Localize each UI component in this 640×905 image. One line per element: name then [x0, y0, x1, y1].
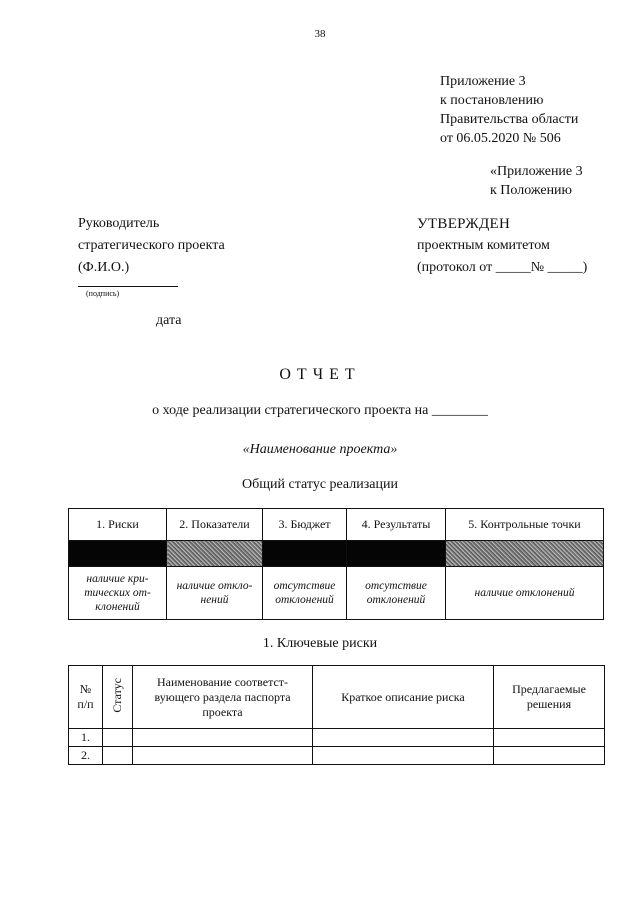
status-desc-line: наличие отклонений: [474, 587, 575, 599]
header-line: №: [79, 682, 92, 696]
appendix-sub-line: к Положению: [490, 183, 573, 198]
status-desc-line: наличие откло-: [176, 580, 253, 592]
appendix-sub-header: [490, 162, 583, 200]
page-number: 38: [314, 28, 326, 40]
appendix-sub-line: «Приложение 3: [490, 164, 583, 179]
status-col-header: 4. Результаты: [347, 509, 446, 541]
risks-solutions-header: [494, 666, 605, 729]
status-desc-line: отсутствие: [273, 580, 336, 592]
status-desc-line: клонений: [95, 601, 140, 613]
status-desc-line: отклонений: [366, 594, 426, 606]
risks-description-header: Краткое описание риска: [313, 666, 494, 729]
row-cell: [494, 729, 605, 747]
project-name: «Наименование проекта»: [242, 442, 398, 457]
approval-line: (протокол от _____№ _____): [417, 260, 588, 275]
status-header-row: [69, 509, 604, 541]
status-table-title: Общий статус реализации: [242, 477, 398, 492]
leader-line: (Ф.И.О.): [78, 260, 130, 275]
appendix-header-line: Приложение 3: [440, 74, 526, 89]
status-col-header: 1. Риски: [69, 509, 167, 541]
status-header-text: Статус: [110, 677, 124, 713]
header-line: решения: [526, 697, 572, 711]
appendix-header-line: к постановлению: [440, 93, 544, 108]
status-desc-line: нений: [200, 594, 229, 606]
signature-line: [78, 286, 178, 287]
row-cell: [494, 747, 605, 765]
status-desc-line: тических от-: [84, 587, 151, 599]
status-color-cell: [446, 541, 604, 567]
status-col-header: 3. Бюджет: [263, 509, 347, 541]
row-cell: [313, 729, 494, 747]
row-number: 1.: [69, 729, 103, 747]
header-line: вующего раздела паспорта: [154, 689, 291, 704]
row-cell: [103, 729, 133, 747]
table-row: [69, 729, 605, 747]
status-desc-cell: [69, 567, 167, 620]
status-desc-cell: [263, 567, 347, 620]
row-cell: [133, 729, 313, 747]
status-desc-line: отсутствие: [365, 580, 427, 592]
risks-status-header: [103, 666, 133, 729]
appendix-header-line: Правительства области: [440, 112, 579, 127]
header-line: п/п: [77, 697, 94, 711]
risks-header-row: [69, 666, 605, 729]
risks-num-header: [69, 666, 103, 729]
appendix-header-line: от 06.05.2020 № 506: [440, 131, 561, 146]
appendix-header: [440, 72, 578, 148]
risks-section-header: [133, 666, 313, 729]
header-line: Предлагаемые: [512, 682, 586, 696]
status-desc-line: наличие кри-: [86, 573, 149, 585]
table-row: [69, 747, 605, 765]
header-line: Наименование соответст-: [156, 674, 289, 689]
status-color-cell: [347, 541, 446, 567]
signature-label: (подпись): [86, 289, 120, 298]
status-color-cell: [69, 541, 167, 567]
date-label: дата: [156, 313, 182, 328]
status-desc-line: отклонений: [275, 594, 334, 606]
risks-table: [68, 665, 605, 765]
approval-line: проектным комитетом: [417, 238, 550, 253]
status-table: [68, 508, 604, 620]
status-desc-row: [69, 567, 604, 620]
leader-line: стратегического проекта: [78, 238, 225, 253]
status-desc-cell: [347, 567, 446, 620]
approval-heading: УТВЕРЖДЕН: [417, 216, 511, 232]
row-cell: [313, 747, 494, 765]
row-cell: [133, 747, 313, 765]
status-color-cell: [263, 541, 347, 567]
report-title: ОТЧЕТ: [279, 366, 361, 383]
risks-table-title: 1. Ключевые риски: [262, 636, 378, 651]
leader-line: Руководитель: [78, 216, 160, 231]
status-col-header: 5. Контрольные точки: [446, 509, 604, 541]
report-subtitle: о ходе реализации стратегического проекта на ________: [152, 403, 488, 418]
header-line: проекта: [202, 704, 243, 719]
status-desc-cell: [167, 567, 263, 620]
status-col-header: 2. Показатели: [167, 509, 263, 541]
approval-block: [417, 213, 587, 279]
leader-block: [78, 213, 225, 279]
status-desc-cell: [446, 567, 604, 620]
status-color-row: [69, 541, 604, 567]
row-cell: [103, 747, 133, 765]
status-color-cell: [167, 541, 263, 567]
row-number: 2.: [69, 747, 103, 765]
